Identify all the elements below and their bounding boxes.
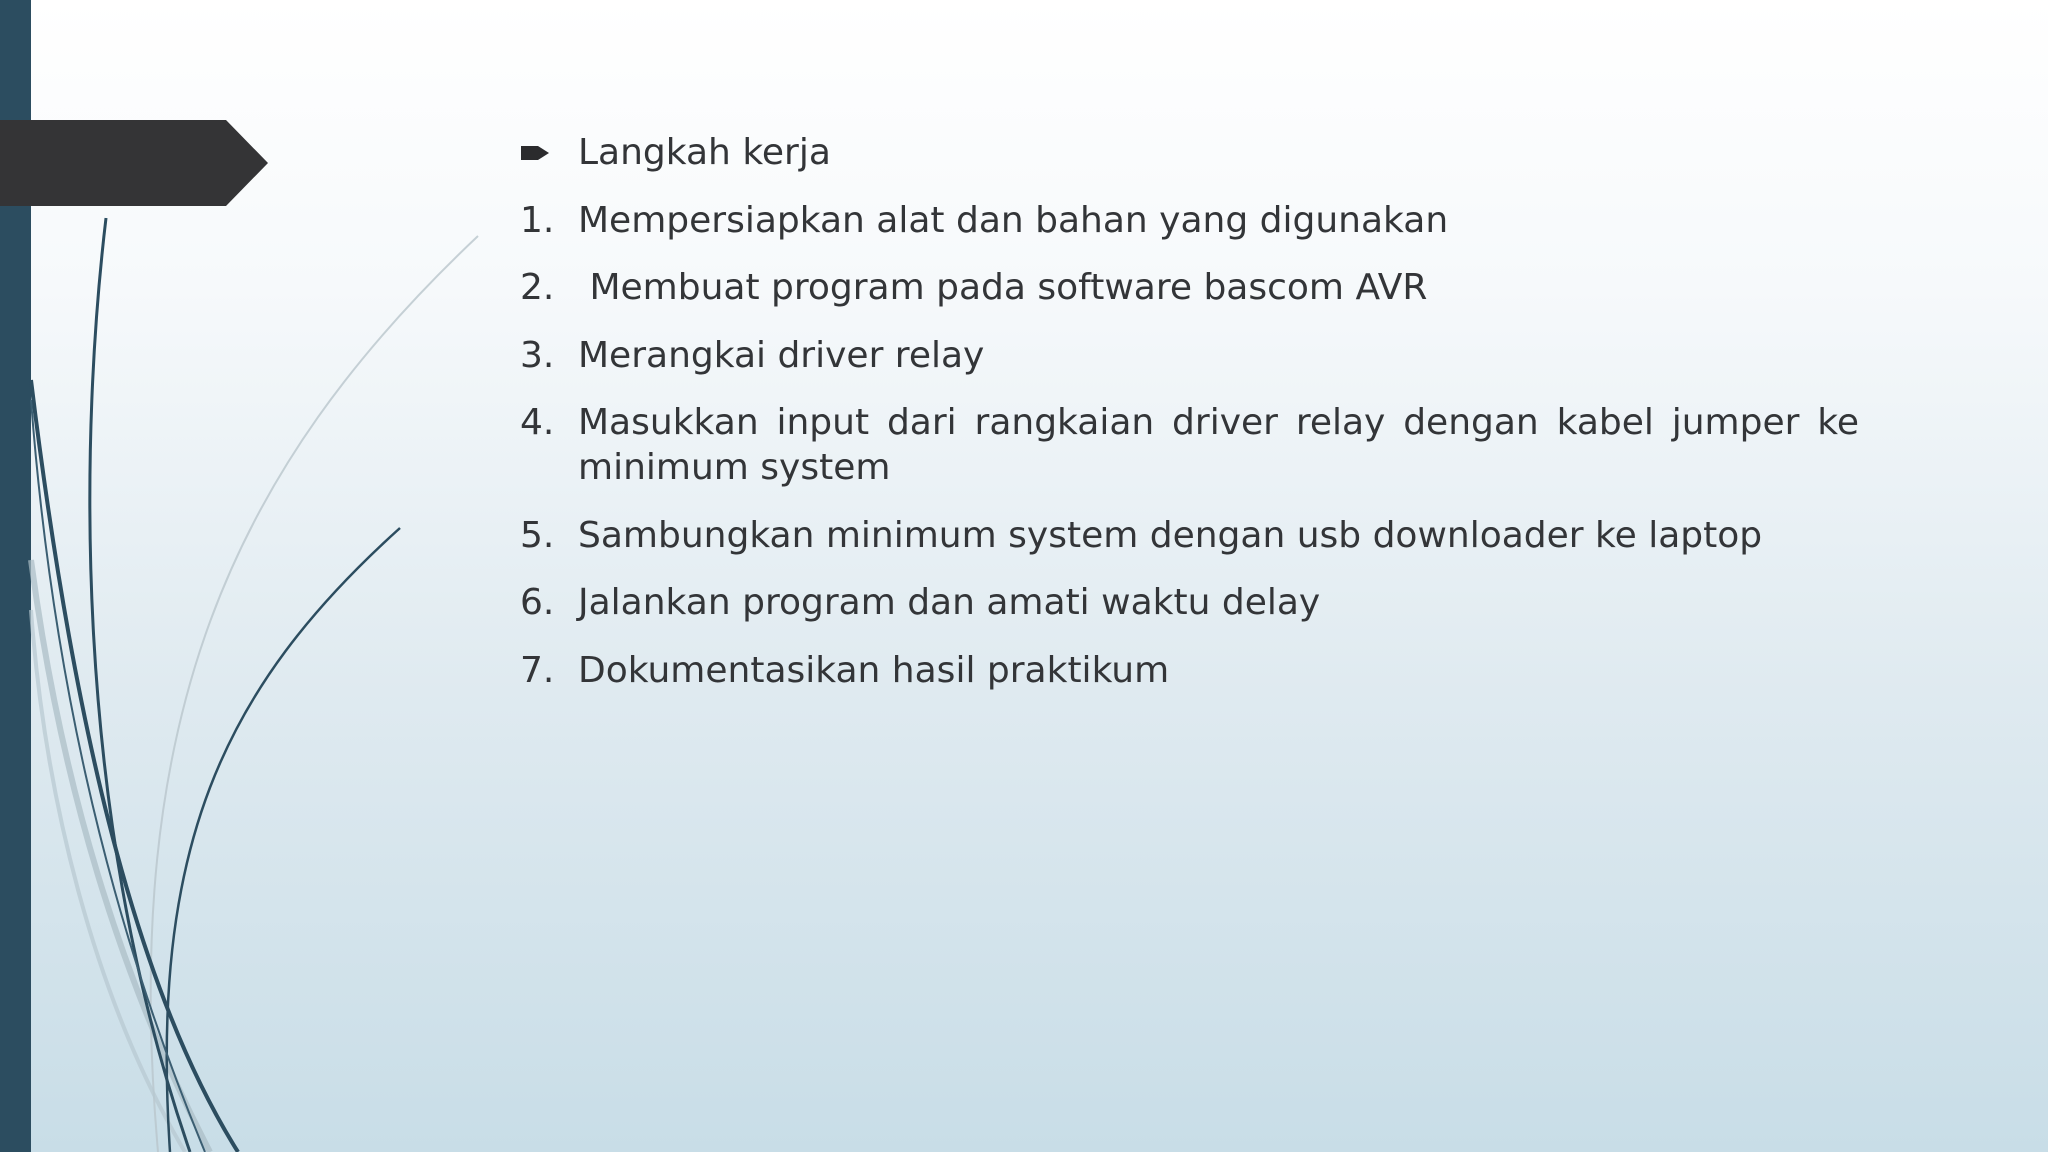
step-number: 7. xyxy=(520,649,555,691)
list-item xyxy=(514,513,1859,558)
title-tab-shape xyxy=(0,120,268,206)
step-text: Dokumentasikan hasil praktikum xyxy=(578,649,1170,691)
step-number: 1. xyxy=(520,199,555,241)
step-text: Membuat program pada software bascom AVR xyxy=(578,267,1428,308)
slide-heading: Langkah kerja xyxy=(578,132,831,173)
heading-row xyxy=(514,130,1859,175)
step-text: Mempersiapkan alat dan bahan yang digunakan xyxy=(578,199,1449,241)
arrow-bullet-icon xyxy=(514,130,578,175)
list-item xyxy=(514,648,1859,693)
step-number: 3. xyxy=(520,334,555,376)
step-number: 5. xyxy=(520,514,555,556)
step-number: 4. xyxy=(520,402,555,443)
slide-content xyxy=(514,130,1859,715)
list-item xyxy=(514,580,1859,625)
step-text: Jalankan program dan amati waktu delay xyxy=(578,582,1321,623)
list-item xyxy=(514,265,1859,310)
step-text: Sambungkan minimum system dengan usb downloader ke laptop xyxy=(578,514,1763,556)
step-number: 6. xyxy=(520,582,555,623)
step-text: Merangkai driver relay xyxy=(578,334,985,376)
step-text: Masukkan input dari rangkaian driver relay dengan kabel jumper ke minimum system xyxy=(578,402,1859,488)
list-item xyxy=(514,333,1859,378)
list-item xyxy=(514,198,1859,243)
step-number: 2. xyxy=(520,267,555,308)
list-item xyxy=(514,400,1859,490)
